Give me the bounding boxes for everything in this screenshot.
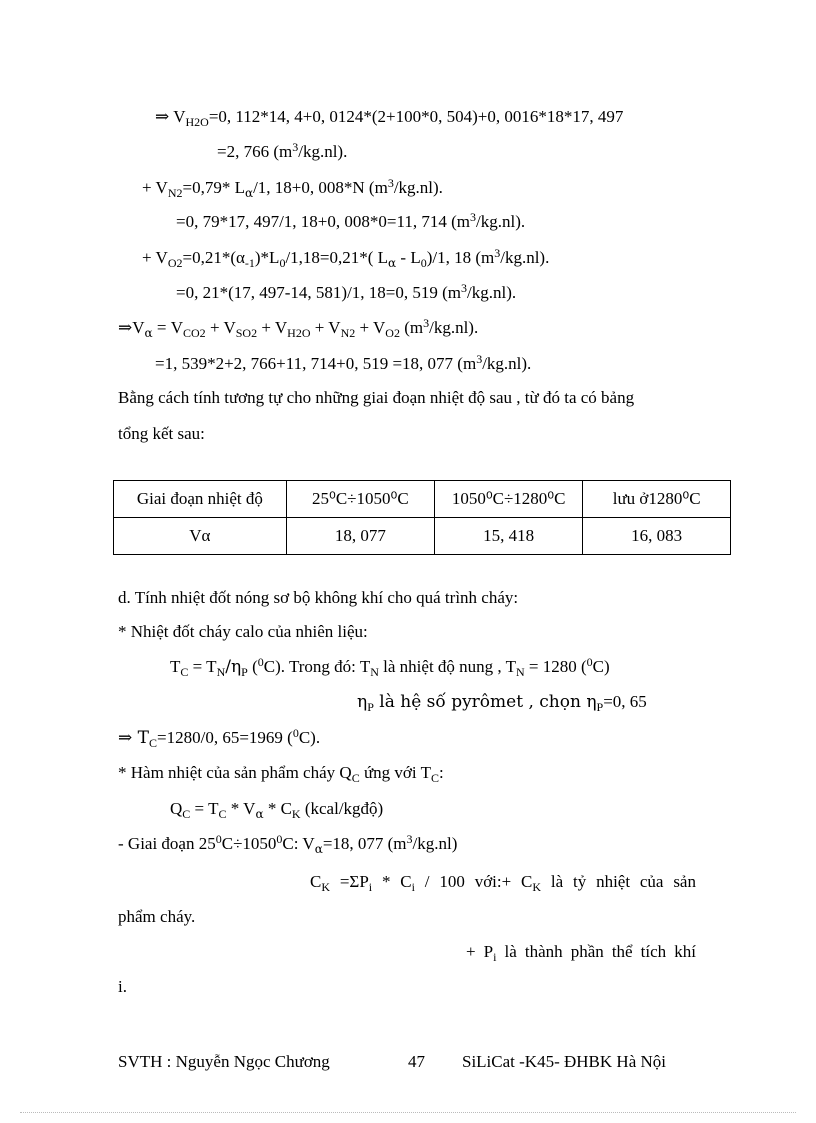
table-row-label: Vα [114, 518, 287, 555]
footer-organization: SiLiCat -K45- ĐHBK Hà Nội [462, 1052, 666, 1071]
table-cell: 16, 083 [583, 518, 731, 555]
table-header-cell: lưu ở1280⁰C [583, 481, 731, 518]
page-bottom-rule [20, 1112, 796, 1113]
table-cell: 18, 077 [286, 518, 434, 555]
ck-formula-line: $C_K$ $=\Sigma P_i$ * $C_i$ / 100 với:+ $C_K$ là tỷ nhiệt của sản [310, 872, 696, 894]
table-header-cell: 25⁰C÷1050⁰C [286, 481, 434, 518]
valpha-formula: $\Rightarrow V_\alpha = V_{CO2} + V_{SO2} + V_{H2O} + V_{N2} + V_{O2}$ $(m^3/kg.nl)$. [118, 316, 479, 340]
vo2-result: =0, 21*(17, 497-14, 581)/1, 18=0, 519 $(m^3/kg.nl)$. [176, 281, 517, 302]
vn2-formula: + $V_{N2}=0,79*$ $L_\alpha/1$, 18+0, 008*N $(m^3/kg.nl)$. [142, 176, 443, 200]
paragraph-line: tổng kết sau: [118, 424, 205, 443]
table-header-row [114, 481, 731, 518]
eta-definition: $\eta_P$ là hệ số pyrômet , chọn $\eta_P=0$, 65 [357, 692, 647, 714]
tc-calc: ⇒ $T_C=1280/0$, 65=1969 ($^0$C). [118, 726, 321, 750]
stage-line: - Giai đoạn $25^0C\div 1050^0C$: $V_\alpha=18$, 077 $(m^3/kg.nl)$ [118, 832, 458, 856]
list-item: * Nhiệt đốt cháy calo của nhiên liệu: [118, 622, 368, 641]
paragraph-line: Bằng cách tính tương tự cho những giai đoạn nhiệt độ sau , từ đó ta có bảng [118, 388, 635, 407]
vo2-formula: + $V_{O2}=0,21*(\alpha_{-1})*L_0/1,18=0,21*$( $L_\alpha - L_0)/1$, 18 $(m^3/kg.nl)$. [142, 246, 550, 270]
table-header-cell: Giai đoạn nhiệt độ [114, 481, 287, 518]
vh2o-formula: ⇒ $V_{H2O}=0$, 112*14, 4+0, 0124*(2+100*0, 504)+0, 0016*18*17, 497 [155, 107, 624, 129]
table-row [114, 518, 731, 555]
valpha-result: =1, 539*2+2, 766+11, 714+0, 519 =18, 077 $(m^3/kg.nl)$. [155, 352, 532, 373]
list-item: * Hàm nhiệt của sản phẩm cháy $Q_C$ ứng với $T_C$: [118, 763, 444, 785]
qc-formula: $Q_C = T_C * V_\alpha * C_K$ (kcal/kgđộ) [170, 799, 384, 821]
footer-author: SVTH : Nguyễn Ngọc Chương [118, 1052, 330, 1071]
table-cell: 15, 418 [434, 518, 582, 555]
section-heading: d. Tính nhiệt đốt nóng sơ bộ không khí cho quá trình cháy: [118, 588, 519, 607]
paragraph-line: i. [118, 977, 127, 996]
footer-page-number: 47 [408, 1052, 425, 1071]
pi-line: + $P_i$ là thành phần thể tích khí [466, 942, 696, 964]
tc-formula: $T_C = T_N/\eta_P$ ($^0$C). Trong đó: $T_N$ là nhiệt độ nung , $T_N = 1280$ ($^0$C) [170, 655, 610, 679]
summary-table [113, 480, 731, 555]
vn2-result: =0, 79*17, 497/1, 18+0, 008*0=11, 714 $(m^3/kg.nl)$. [176, 210, 526, 231]
table-header-cell: 1050⁰C÷1280⁰C [434, 481, 582, 518]
vh2o-result: =2, 766 $(m^3/kg.nl)$. [217, 140, 348, 161]
paragraph-line: phẩm cháy. [118, 907, 196, 926]
